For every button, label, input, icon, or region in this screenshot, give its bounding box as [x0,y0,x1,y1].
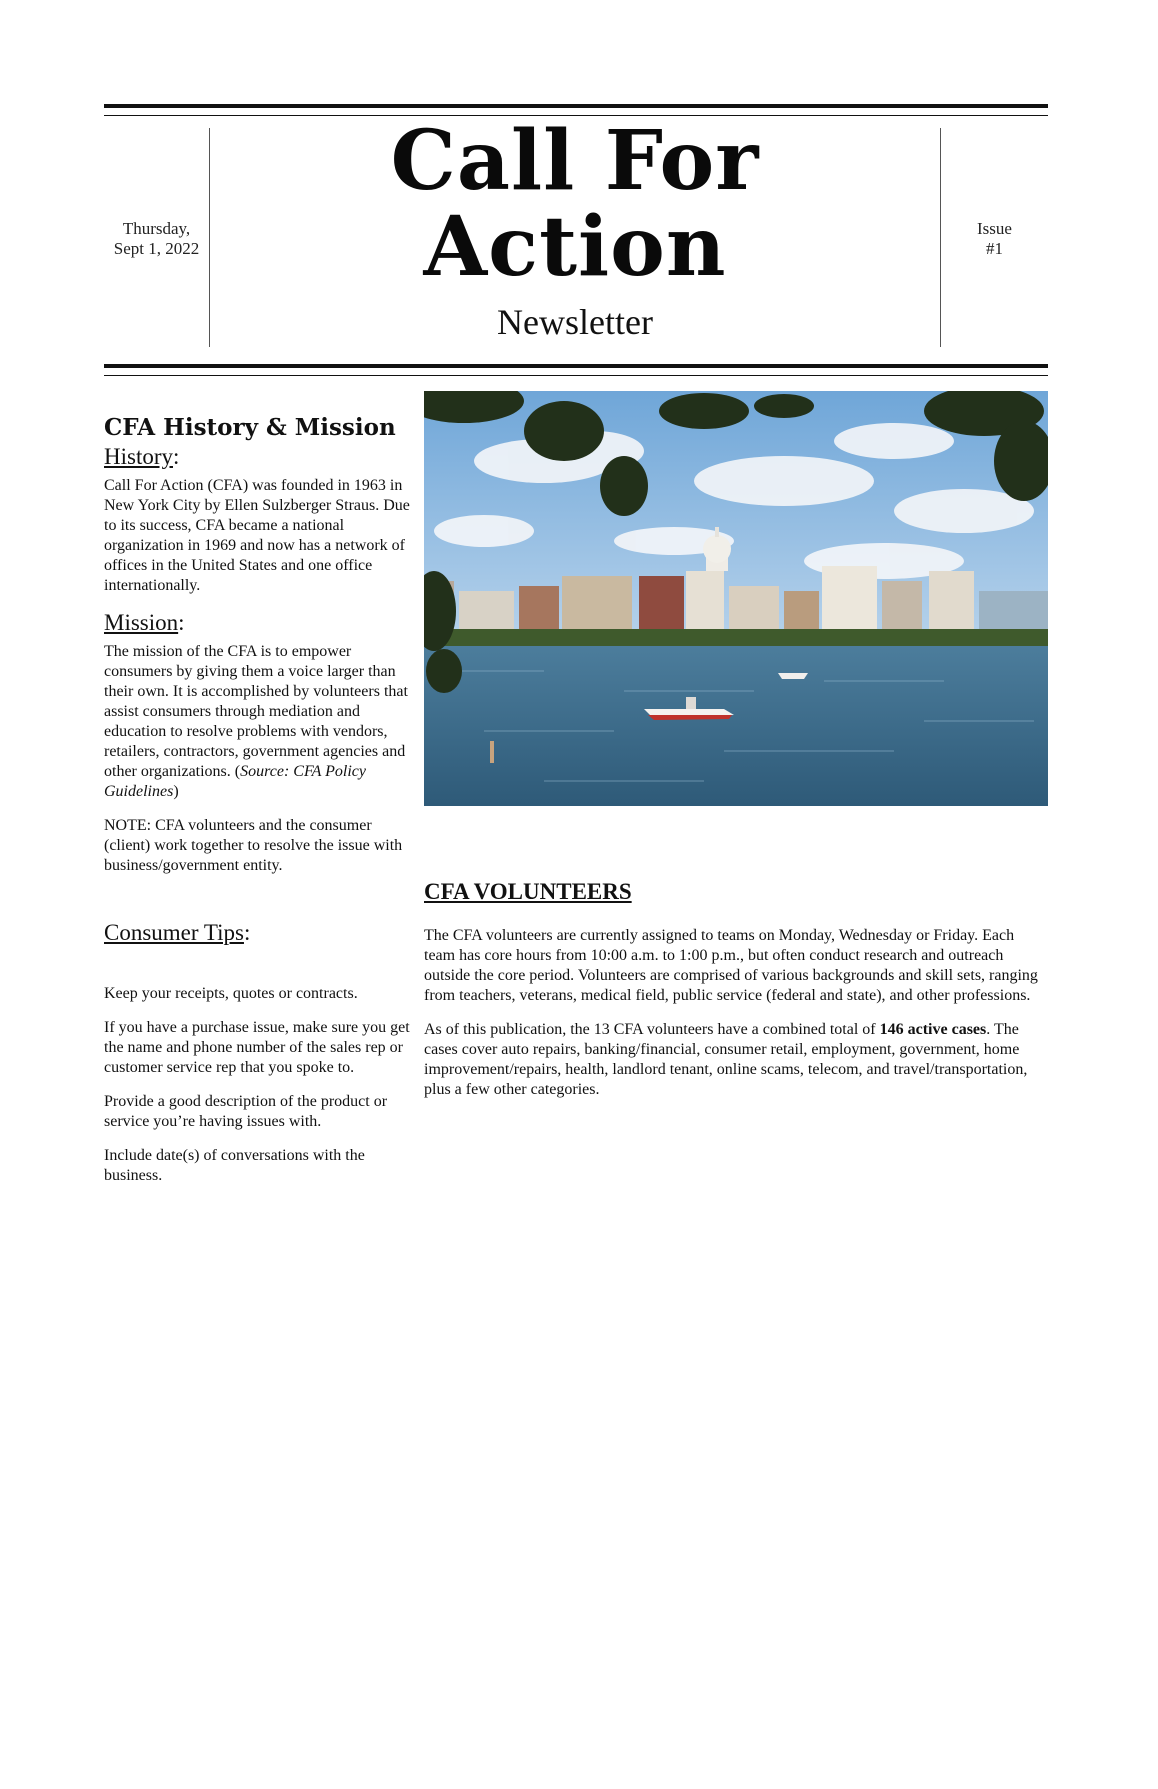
mission-close: ) [173,783,179,800]
history-paragraph: Call For Action (CFA) was founded in 1963 in New York City by Ellen Sulzberger Straus. Due to its success, CFA became a national organization in 1969 and now has a network of offices in the United States and one office internationally. [104,477,410,594]
buoy-post [490,741,494,763]
mission-paragraph [104,642,410,802]
right-column [424,878,1048,1114]
newsletter-title-line2: Action [423,199,727,295]
history-label: History [104,444,173,469]
city-lake-illustration [424,391,1048,806]
issue-date [104,219,209,259]
volunteers-heading: CFA VOLUNTEERS [424,879,632,904]
issue-date-full: Sept 1, 2022 [113,239,200,258]
history-mission-heading: CFA History & Mission [104,414,396,441]
tip-item: Include date(s) of conversations with the business. [104,1147,365,1184]
mission-label: Mission [104,610,179,635]
newsletter-subtitle: Newsletter [497,302,653,342]
issue-number-block [941,219,1048,259]
mission-source: Source: CFA Policy Guidelines [104,763,367,800]
active-cases-count: 146 active cases [879,1021,987,1038]
volunteers-paragraph-2 [424,1020,1048,1100]
tip-item: Provide a good description of the product or service you’re having issues with. [104,1093,388,1130]
newsletter-title-line1: Call For [390,113,760,209]
volunteers-p2-start: As of this publication, the 13 CFA volunteers have a combined total of [424,1021,880,1038]
issue-number: #1 [986,239,1003,258]
mission-subheading: Mission: [104,610,185,635]
volunteers-paragraph-1: The CFA volunteers are currently assigned to teams on Monday, Wednesday or Friday. Each team has core hours from 10:00 a.m. to 1:00 p.m., but often conduct research and outreach outside the core period. Volunteers are comprised of various backgrounds and skill sets, ranging from teachers, veterans, medical field, public service (federal and state), and other professions. [424,927,1038,1004]
mission-text: The mission of the CFA is to empower consumers by giving them a voice larger than their own. It is accomplished by volunteers that assist consumers through mediation and education to resolve problems with vendors, retailers, contractors, government agencies and other organizations. ( [104,643,408,780]
history-subheading: History: [104,444,180,469]
small-boat [778,673,808,679]
tip-item: Keep your receipts, quotes or contracts. [104,985,358,1002]
city-skyline-photo [424,391,1048,806]
volunteers-p2-end: . The cases cover auto repairs, banking/financial, consumer retail, employment, government, home improvement/repairs, health, landlord tenant, online scams, telecom, and travel/transportation, plus a few other categories. [424,1021,1028,1098]
consumer-tips-label: Consumer Tips [104,920,244,945]
issue-date-day: Thursday, [122,219,191,238]
left-column [104,414,410,1200]
masthead [210,113,940,342]
tip-item: If you have a purchase issue, make sure you get the name and phone number of the sales rep or customer service rep that you spoke to. [104,1019,410,1076]
lake-water [424,646,1048,806]
consumer-tips-heading: Consumer Tips: [104,920,251,945]
issue-label: Issue [977,219,1012,238]
masthead-bottom-rule [104,364,1048,376]
note-paragraph: NOTE: CFA volunteers and the consumer (client) work together to resolve the issue with business/government entity. [104,817,403,874]
